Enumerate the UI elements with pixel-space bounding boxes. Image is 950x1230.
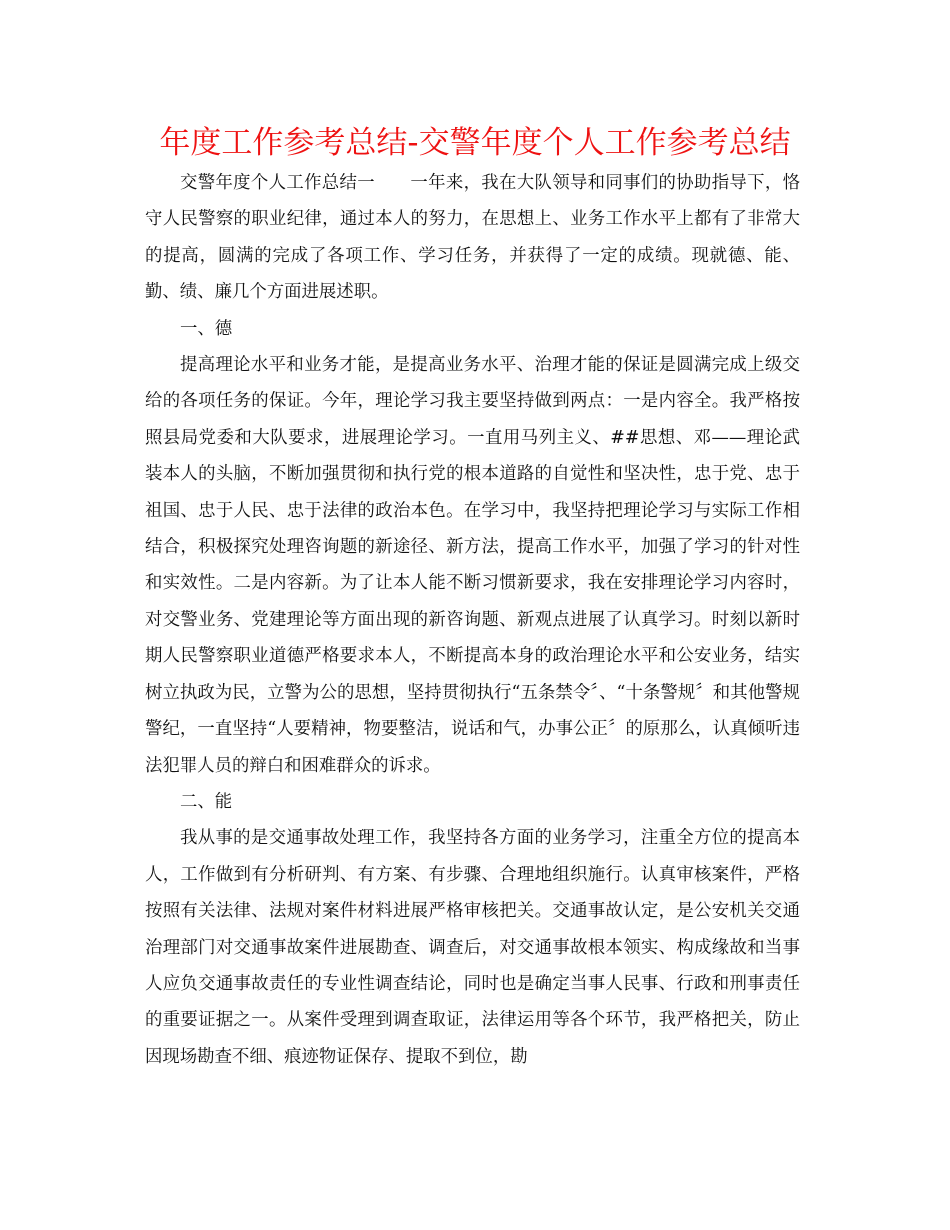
paragraph-de: 提高理论水平和业务才能，是提高业务水平、治理才能的保证是圆满完成上级交给的各项任务的保证。今年，理论学习我主要坚持做到两点：一是内容全。我严格按照县局党委和大队要求，进展理论学习。一直用马列主义、##思想、邓——理论武装本人的头脑，不断加强贯彻和执行党的根本道路的自觉性和坚决性，忠于党、忠于祖国、忠于人民、忠于法律的政治本色。在学习中，我坚持把理论学习与实际工作相结合，积极探究处理咨询题的新途径、新方法，提高工作水平，加强了学习的针对性和实效性。二是内容新。为了让本人能不断习惯新要求，我在安排理论学习内容时，对交警业务、党建理论等方面出现的新咨询题、新观点进展了认真学习。时刻以新时期人民警察职业道德严格要求本人，不断提高本身的政治理论水平和公安业务，结实树立执政为民，立警为公的思想，坚持贯彻执行“五条禁令〞、“十条警规〞和其他警规警纪，一直坚持“人要精神，物要整洁，说话和气，办事公正〞的原那么，认真倾听违法犯罪人员的辩白和困难群众的诉求。 [145,355,800,776]
section-heading-de: 一、德 [180,318,233,339]
document-body [145,165,800,1075]
paragraph-neng: 我从事的是交通事故处理工作，我坚持各方面的业务学习，注重全方位的提高本人，工作做到有分析研判、有方案、有步骤、合理地组织施行。认真审核案件，严格按照有关法律、法规对案件材料进展严格审核把关。交通事故认定，是公安机关交通治理部门对交通事故案件进展勘查、调查后，对交通事故根本领实、构成缘故和当事人应负交通事故责任的专业性调查结论，同时也是确定当事人民事、行政和刑事责任的重要证据之一。从案件受理到调查取证，法律运用等各个环节，我严格把关，防止因现场勘查不细、痕迹物证保存、提取不到位，勘 [145,828,800,1067]
section-heading-neng: 二、能 [180,791,233,812]
document-title: 年度工作参考总结-交警年度个人工作参考总结 [159,125,791,161]
paragraph-intro: 交警年度个人工作总结一 一年来，我在大队领导和同事们的协助指导下，恪守人民警察的职业纪律，通过本人的努力，在思想上、业务工作水平上都有了非常大的提高，圆满的完成了各项工作、学习任务，并获得了一定的成绩。现就德、能、勤、绩、廉几个方面进展述职。 [145,173,800,303]
